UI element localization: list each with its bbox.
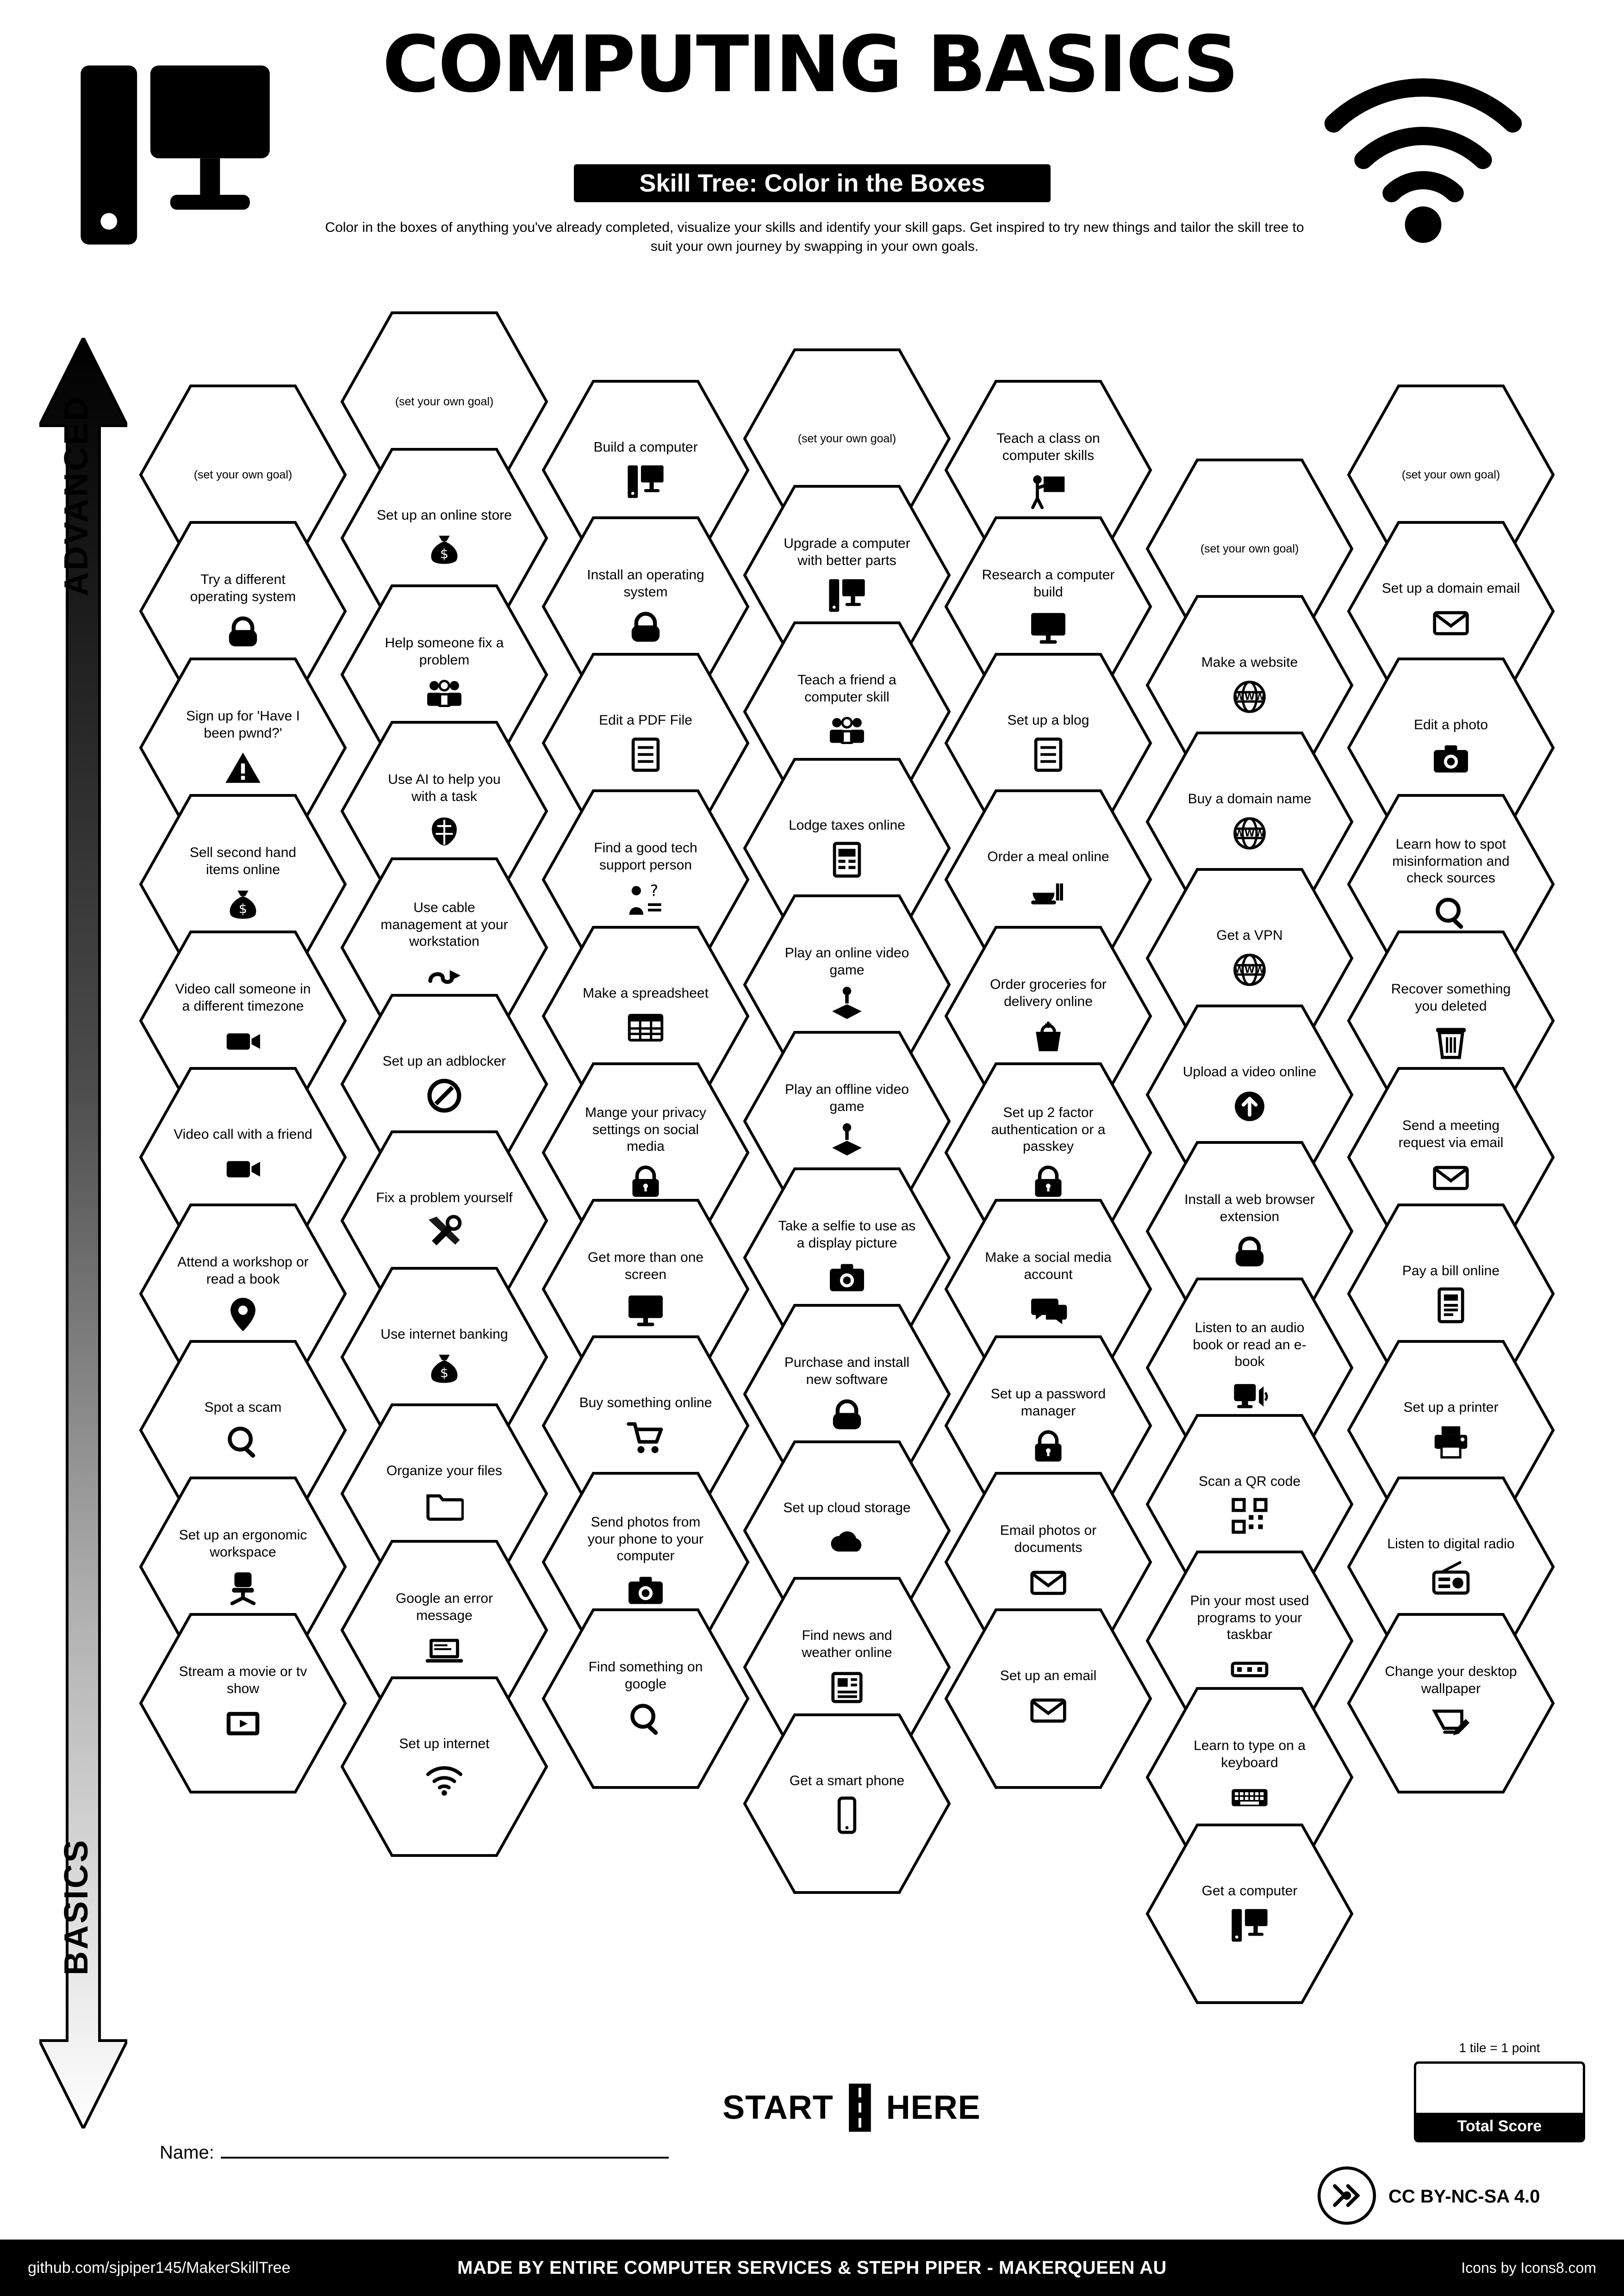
- envelope-icon: [1431, 1158, 1470, 1197]
- padlock-icon: [1029, 1427, 1068, 1465]
- skill-tile-label: Use internet banking: [380, 1326, 508, 1342]
- spreadsheet-icon: [626, 1008, 665, 1047]
- skill-tile-label: Change your desktop wallpaper: [1385, 1664, 1517, 1696]
- name-field[interactable]: [160, 2142, 669, 2163]
- cloud-icon: [828, 1523, 866, 1562]
- camera-icon: [626, 1571, 665, 1610]
- skill-tile-label: Mange your privacy settings on social media: [585, 1105, 706, 1154]
- skill-tile-label: Set up an email: [1000, 1668, 1097, 1683]
- intro-text: Color in the boxes of anything you've already completed, visualize your skills and identify your skill gaps. Get inspired to try new things and tailor the skill tree to suit your own journey by swapping in your own goals.: [325, 220, 1304, 254]
- money-bag-icon: [425, 530, 464, 569]
- skill-tile-label: Set up cloud storage: [783, 1500, 911, 1515]
- skill-tile-label: (set your own goal): [1401, 468, 1500, 481]
- start-here-marker: [671, 2082, 1032, 2133]
- axis-label-advanced: ADVANCED: [58, 395, 95, 596]
- joystick-icon: [828, 986, 866, 1024]
- skill-tile-label: Pay a bill online: [1402, 1263, 1500, 1278]
- skill-tile-label: Get a computer: [1201, 1883, 1298, 1899]
- printer-icon: [1431, 1422, 1470, 1461]
- skill-tile-label: Find a good tech support person: [594, 840, 697, 873]
- skill-tile-label: Install an operating system: [587, 567, 704, 600]
- camera-icon: [1431, 740, 1470, 779]
- film-icon: [224, 1704, 262, 1743]
- skill-tile-label: Spot a scam: [204, 1399, 282, 1415]
- license-text: CC BY-NC-SA 4.0: [1388, 2186, 1540, 2207]
- document-icon: [626, 735, 665, 774]
- video-camera-icon: [224, 1022, 262, 1061]
- edit-screen-icon: [1431, 1704, 1470, 1743]
- location-pin-icon: [224, 1295, 262, 1334]
- taskbar-icon: [1230, 1650, 1269, 1689]
- lock-icon: [626, 608, 665, 646]
- laptop-icon: [425, 1631, 464, 1670]
- skill-tile[interactable]: [1145, 1823, 1354, 2004]
- skill-tile[interactable]: [340, 1676, 548, 1857]
- skill-tile-label: Stream a movie or tv show: [179, 1664, 307, 1696]
- support-person-icon: [626, 881, 665, 919]
- skill-tile-label: (set your own goal): [797, 432, 896, 445]
- start-label: START: [722, 2089, 834, 2126]
- office-chair-icon: [224, 1568, 262, 1607]
- skill-tile-label: Try a different operating system: [190, 572, 296, 604]
- skill-tile-label: Upgrade a computer with better parts: [784, 536, 910, 568]
- money-bag-icon: [224, 885, 262, 924]
- skill-tile-label: (set your own goal): [395, 395, 494, 408]
- skill-tile-label: Attend a workshop or read a book: [177, 1254, 309, 1287]
- qr-code-icon: [1230, 1496, 1269, 1535]
- lock-icon: [828, 1395, 866, 1434]
- padlock-icon: [626, 1162, 665, 1201]
- skill-tile-label: Get more than one screen: [587, 1250, 704, 1282]
- envelope-icon: [1029, 1563, 1068, 1602]
- skill-tile-label: Get a smart phone: [789, 1773, 905, 1788]
- skill-tile[interactable]: [541, 1608, 750, 1789]
- food-delivery-icon: [1029, 872, 1068, 911]
- svg-text:WWW: WWW: [1234, 964, 1265, 976]
- skill-tile-label: Learn how to spot misinformation and check sources: [1392, 837, 1510, 886]
- audio-screen-icon: [1230, 1377, 1269, 1416]
- monitor-icon: [626, 1290, 665, 1329]
- skill-tile[interactable]: [944, 1608, 1152, 1789]
- www-icon: [1230, 814, 1269, 853]
- skill-tile-label: Research a computer build: [982, 567, 1115, 600]
- skill-tile-label: Recover something you deleted: [1391, 981, 1511, 1014]
- www-icon: [1230, 950, 1269, 989]
- smartphone-icon: [828, 1796, 866, 1835]
- folder-icon: [425, 1486, 464, 1525]
- skill-tile-label: Take a selfie to use as a display picture: [778, 1218, 916, 1251]
- lock-icon: [1230, 1232, 1269, 1271]
- skill-tile-label: Pin your most used programs to your taskbar: [1190, 1593, 1309, 1643]
- skill-tile-label: Video call someone in a different timezone: [175, 981, 311, 1014]
- skill-tile-label: Learn to type on a keyboard: [1194, 1738, 1306, 1770]
- joystick-icon: [828, 1122, 866, 1161]
- skill-tile-label: Buy something online: [579, 1395, 712, 1410]
- skill-tile-label: Set up an adblocker: [382, 1053, 506, 1069]
- chat-icon: [1029, 1290, 1068, 1329]
- form-icon: [828, 840, 866, 879]
- people-help-icon: [425, 676, 464, 714]
- keyboard-icon: [1230, 1778, 1269, 1817]
- desktop-computer-icon: [626, 462, 665, 501]
- footer-icons-credit: Icons by Icons8.com: [1461, 2259, 1596, 2276]
- skill-tile-label: Lodge taxes online: [789, 817, 905, 833]
- skill-tile-label: (set your own goal): [193, 468, 292, 481]
- skill-tile-label: Set up a printer: [1403, 1399, 1499, 1415]
- skill-tile-label: Get a VPN: [1216, 927, 1283, 943]
- skill-tile-label: Help someone fix a problem: [385, 635, 504, 668]
- radio-icon: [1431, 1559, 1470, 1598]
- skill-tile-label: Make a social media account: [985, 1250, 1112, 1282]
- skill-tile-label: Purchase and install new software: [784, 1355, 910, 1387]
- skill-tile-label: Use AI to help you with a task: [388, 772, 501, 804]
- skill-tile-label: Teach a class on computer skills: [996, 431, 1100, 463]
- skill-tile-label: Play an online video game: [784, 945, 909, 978]
- skill-tile-label: Video call with a friend: [174, 1126, 312, 1142]
- skill-tile-label: Fix a problem yourself: [376, 1190, 513, 1205]
- magnifier-icon: [626, 1700, 665, 1738]
- svg-text:$: $: [440, 1365, 449, 1381]
- skill-tile-label: Build a computer: [593, 439, 698, 455]
- skill-tile-label: Email photos or documents: [1000, 1523, 1097, 1555]
- presenter-icon: [1029, 471, 1068, 510]
- svg-text:?: ?: [650, 881, 659, 900]
- skill-tile-label: Use cable management at your workstation: [380, 900, 508, 949]
- magnifier-icon: [224, 1422, 262, 1461]
- skill-tile-label: Send photos from your phone to your computer: [587, 1514, 704, 1564]
- svg-text:$: $: [238, 900, 248, 917]
- monitor-icon: [1029, 608, 1068, 646]
- score-note: 1 tile = 1 point: [1459, 2041, 1540, 2055]
- skill-tile-label: Set up 2 factor authentication or a passkey: [991, 1105, 1106, 1154]
- skill-tile-label: Find news and weather online: [802, 1628, 892, 1660]
- skill-tile-label: Set up a blog: [1007, 712, 1089, 728]
- money-bag-icon: [425, 1349, 464, 1388]
- skill-tile-label: Buy a domain name: [1188, 791, 1312, 807]
- here-label: HERE: [886, 2089, 981, 2126]
- name-label: Name:: [160, 2142, 214, 2163]
- padlock-icon: [1029, 1162, 1068, 1201]
- total-score-box[interactable]: [1414, 2061, 1585, 2142]
- wifi-icon: [425, 1759, 464, 1798]
- skill-tile-label: Order a meal online: [987, 849, 1109, 864]
- skill-tile-label: Set up a domain email: [1381, 580, 1520, 596]
- axis-label-basics: BASICS: [58, 1838, 95, 1976]
- skill-tile-label: Sell second hand items online: [189, 845, 297, 877]
- magnifier-icon: [1431, 894, 1470, 932]
- camera-icon: [828, 1259, 866, 1297]
- news-icon: [828, 1668, 866, 1707]
- page-subtitle: Skill Tree: Color in the Boxes: [574, 164, 1051, 202]
- skill-tile-label: Listen to an audio book or read an e-book: [1193, 1320, 1307, 1370]
- desktop-computer-icon: [828, 576, 866, 615]
- skill-tile-label: Set up an online store: [377, 507, 512, 523]
- skill-tile-label: Upload a video online: [1182, 1064, 1317, 1080]
- skill-tile[interactable]: [743, 1713, 951, 1894]
- skill-tile-label: Send a meeting request via email: [1398, 1118, 1504, 1150]
- road-icon: [846, 2084, 874, 2132]
- svg-text:WWW: WWW: [1234, 691, 1265, 703]
- no-entry-icon: [425, 1076, 464, 1115]
- brain-icon: [425, 812, 464, 851]
- svg-text:WWW: WWW: [1234, 828, 1265, 839]
- skill-tile-label: Set up a password manager: [990, 1386, 1106, 1419]
- skill-tile-label: Install a web browser extension: [1184, 1192, 1315, 1224]
- skill-tile-label: Set up an ergonomic workspace: [179, 1527, 307, 1560]
- groceries-icon: [1029, 1017, 1068, 1056]
- people-help-icon: [828, 713, 866, 751]
- document-icon: [1029, 735, 1068, 774]
- lock-icon: [224, 612, 262, 651]
- invoice-icon: [1431, 1286, 1470, 1325]
- cc-badge-icon: [1317, 2166, 1377, 2226]
- footer-credit: MADE BY ENTIRE COMPUTER SERVICES & STEPH PIPER - MAKERQUEEN AU: [457, 2257, 1167, 2278]
- skill-tile-label: Sign up for 'Have I been pwnd?': [186, 708, 300, 741]
- skill-tile-label: Organize your files: [386, 1463, 503, 1478]
- video-camera-icon: [224, 1149, 262, 1188]
- skill-tile-label: Google an error message: [395, 1591, 493, 1623]
- skill-tile-label: Play an offline video game: [785, 1082, 909, 1114]
- skill-tile-label: Find something on google: [588, 1659, 703, 1692]
- shopping-cart-icon: [626, 1418, 665, 1457]
- page-title: COMPUTING BASICS: [382, 19, 1238, 110]
- footer-github-link[interactable]: github.com/sjpiper145/MakerSkillTree: [28, 2259, 291, 2277]
- skill-tile-label: Order groceries for delivery online: [990, 977, 1107, 1009]
- skill-tile[interactable]: [139, 1613, 347, 1794]
- skill-tile-label: Make a website: [1201, 654, 1298, 670]
- skill-tile-label: Scan a QR code: [1198, 1473, 1301, 1489]
- name-input-rule[interactable]: [221, 2145, 669, 2159]
- skill-tile-label: Make a spreadsheet: [583, 985, 709, 1001]
- skill-tile-label: (set your own goal): [1200, 542, 1299, 555]
- desktop-computer-icon: [1230, 1906, 1269, 1945]
- warning-icon: [224, 749, 262, 788]
- trash-icon: [1431, 1022, 1470, 1061]
- svg-text:$: $: [440, 546, 449, 562]
- envelope-icon: [1431, 603, 1470, 642]
- skill-tile-label: Edit a PDF File: [599, 712, 692, 728]
- www-icon: [1230, 677, 1269, 716]
- skill-tile[interactable]: [1347, 1613, 1555, 1794]
- total-score-label: Total Score: [1416, 2113, 1583, 2140]
- cable-icon: [425, 957, 464, 996]
- footer-bar: [0, 2240, 1624, 2296]
- skill-tile-label: Teach a friend a computer skill: [797, 672, 896, 705]
- tools-icon: [425, 1213, 464, 1252]
- envelope-icon: [1029, 1691, 1068, 1730]
- upload-icon: [1230, 1087, 1269, 1126]
- skill-tile-label: Listen to digital radio: [1387, 1536, 1515, 1551]
- skill-tile-label: Edit a photo: [1413, 717, 1488, 732]
- skill-tile-label: Set up internet: [399, 1736, 490, 1751]
